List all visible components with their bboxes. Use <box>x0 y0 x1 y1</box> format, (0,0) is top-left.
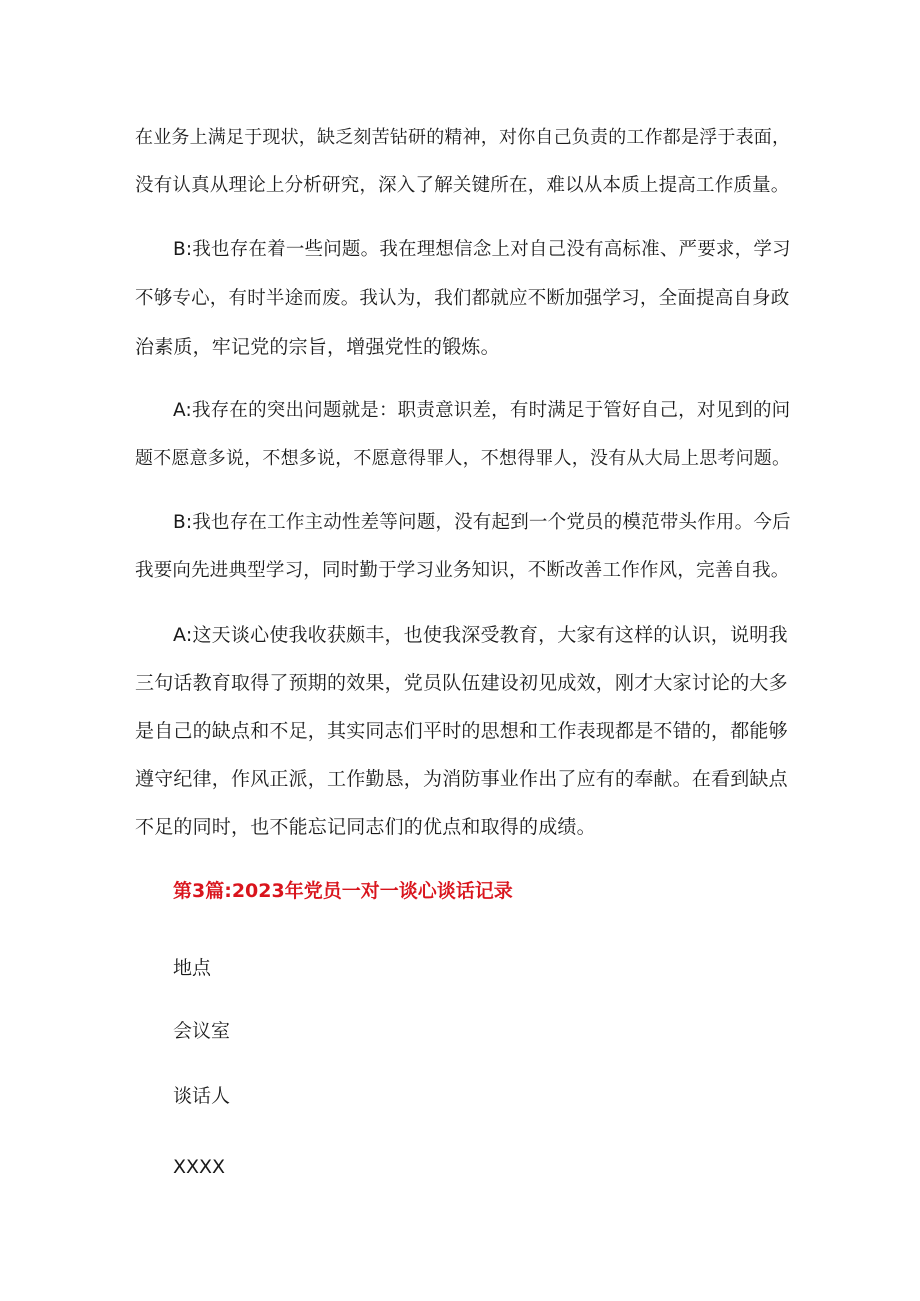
paragraph-3-line-2: 题不愿意多说，不想多说，不愿意得罪人，不想得罪人，没有从大局上思考问题。 <box>135 448 791 469</box>
paragraph-5-line-2: 三句话教育取得了预期的效果，党员队伍建设初见成效，刚才大家讨论的大多 <box>135 672 788 694</box>
field-location-value: 会议室 <box>173 1020 231 1042</box>
field-speaker-label: 谈话人 <box>173 1085 231 1107</box>
paragraph-4-line-1: B:我也存在工作主动性差等问题，没有起到一个党员的模范带头作用。今后 <box>173 512 791 533</box>
paragraph-2-line-1: B:我也存在着一些问题。我在理想信念上对自己没有高标准、严要求，学习 <box>173 239 791 260</box>
section-heading: 第3篇:2023年党员一对一谈心谈话记录 <box>173 880 513 902</box>
paragraph-5-line-4: 遵守纪律，作风正派，工作勤恳，为消防事业作出了应有的奉献。在看到缺点 <box>135 768 788 790</box>
paragraph-2-line-3: 治素质，牢记党的宗旨，增强党性的锻炼。 <box>135 336 500 358</box>
paragraph-4-line-2: 我要向先进典型学习，同时勤于学习业务知识，不断改善工作作风，完善自我。 <box>135 560 790 581</box>
field-speaker-value: XXXX <box>173 1156 226 1178</box>
paragraph-2-line-2: 不够专心，有时半途而废。我认为，我们都就应不断加强学习，全面提高自身政 <box>135 288 790 309</box>
paragraph-5-line-1: A:这天谈心使我收获颇丰，也使我深受教育，大家有这样的认识，说明我 <box>173 624 788 646</box>
field-location-label: 地点 <box>173 957 212 979</box>
paragraph-5-line-3: 是自己的缺点和不足，其实同志们平时的思想和工作表现都是不错的，都能够 <box>135 720 788 742</box>
paragraph-5-line-5: 不足的同时，也不能忘记同志们的优点和取得的成绩。 <box>135 816 596 838</box>
paragraph-1-line-2: 没有认真从理论上分析研究，深入了解关键所在，难以从本质上提高工作质量。 <box>135 175 790 196</box>
paragraph-3-line-1: A:我存在的突出问题就是：职责意识差，有时满足于管好自己，对见到的问 <box>173 400 791 421</box>
paragraph-1-line-1: 在业务上满足于现状，缺乏刻苦钻研的精神，对你自己负责的工作都是浮于表面， <box>135 127 791 148</box>
